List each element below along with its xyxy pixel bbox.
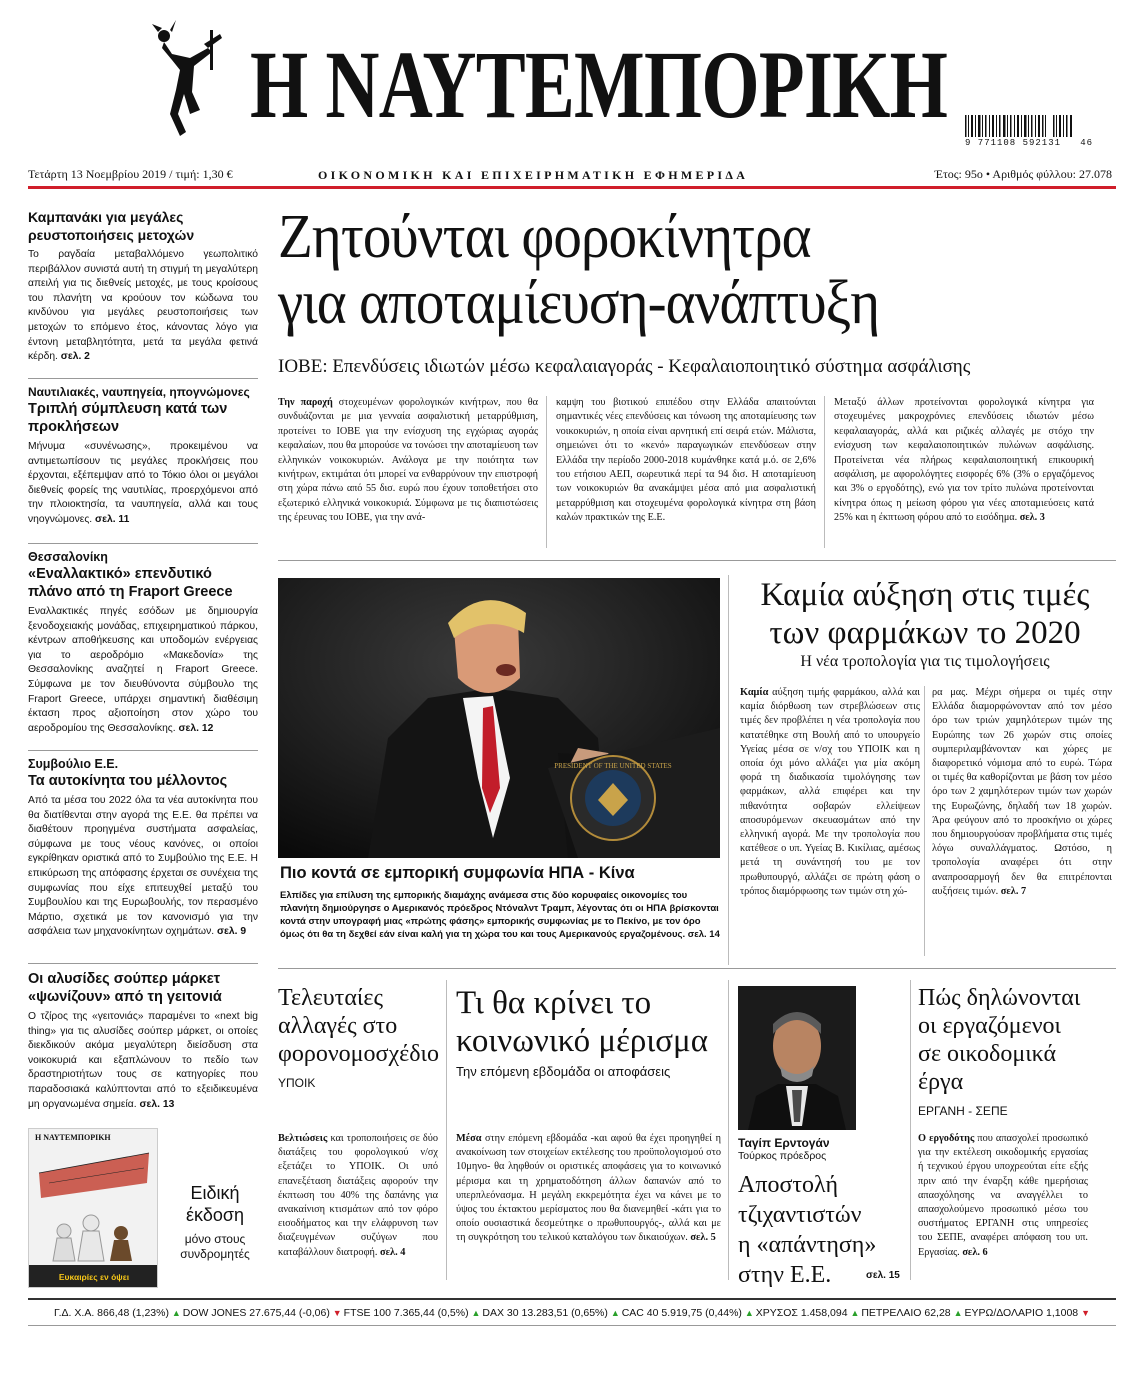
left-story-kicker: Συμβούλιο Ε.Ε. [28, 757, 119, 771]
market-ticker [28, 1298, 1116, 1326]
dateline: Τετάρτη 13 Νοεμβρίου 2019 / τιμή: 1,30 € [28, 167, 233, 181]
photo-story-headline[interactable]: Πιο κοντά σε εμπορική συμφωνία ΗΠΑ - Κίνα [280, 864, 635, 882]
lead-headline[interactable]: Ζητούνται φοροκίνητρα για αποταμίευση-ανάπτυξη [278, 203, 880, 337]
masthead-title: Η ΝΑΥΤΕΜΠΟΡΙΚΗ [250, 31, 948, 138]
bottom-story-headline: Τι θα κρίνει το κοινωνικό μέρισμα [456, 985, 709, 1059]
bottom-story-tax-bill[interactable] [278, 984, 438, 1090]
lead-text-col-1: Την παροχή στοχευμένων φορολογικών κινήτρων, που θα συνδυάζονται με μια γενναία ασφαλιστική μεταρρύθμιση, προτείνει το ΙΟΒΕ για την ενίσχυση της εγχώριας αγοράς κεφαλαίων, που θα μπορούσε να τονώσει την αποταμίευση των ελληνικών νοικοκυριών. Ανάλογα με την ποιότητα των κινήτρων, εκτιμάται ότι μπορεί να ενθαρρύνουν την επιστροφή στη χώρα πάνω από 55 δισ. ευρώ που έχουν τοποθετήσει στο εξωτερικό ελληνικά νοικοκυριά. Σύμφωνα με τις διαπιστώσεις της έρευνας του ΙΟΒΕ, για την ανά- [278, 397, 538, 524]
bottom-story-construction-workers[interactable] [918, 984, 1088, 1118]
seal-text: PRESIDENT OF THE UNITED STATES [554, 762, 672, 770]
left-story-5[interactable] [28, 970, 258, 1112]
arrow-down-icon: ▼ [1081, 1307, 1090, 1318]
erdogan-caption [738, 1136, 856, 1162]
divider [28, 378, 258, 379]
column-rule [446, 980, 447, 1280]
left-story-headline: Τα αυτοκίνητα του μέλλοντος [28, 773, 228, 789]
photo-story-text: Ελπίδες για επίλυση της εμπορικής διαμάχης ανάμεσα στις δύο κορυφαίες οικονομίες του πλανήτη δημιούργησε ο Αμερικανός πρόεδρος Ντόναλντ Τραμπ, λέγοντας ότι οι ΗΠΑ βρίσκονται κοντά στην υπογραφή μιας «πρώτης φάσης» εμπορικής συμφωνίας με το Πεκίνο, με τον όρο όμως ότι θα τη δεχθεί εάν είναι καλή για τη χώρα του και τους Αμερικανούς εργαζομένους. σελ. 14 [280, 890, 720, 940]
arrow-up-icon: ▲ [171, 1307, 181, 1318]
ticker-item: Γ.Δ. Χ.Α. 866,48 (1,23%) ▲ [54, 1306, 181, 1319]
ticker-item: FTSE 100 7.365,44 (0,5%) ▲ [343, 1306, 481, 1319]
arrow-down-icon: ▼ [332, 1307, 342, 1318]
promo-text: μόνο στους συνδρομητές [180, 1232, 250, 1261]
lead-text-col-3: Μεταξύ άλλων προτείνονται φορολογικά κίνητρα για στοχευμένες μακροχρόνιες επενδύσεις ιδιωτών μέσω κεφαλαιαγοράς, αλλά και ριζικές αλλαγές με στόχο την ενίσχυση των κεφαλαιοποιητικών πυλώνων ασφάλισης. Προτείνεται νέα πλήρως κεφαλαιοποιητική επικουρική ασφάλιση, με αφορολόγητες εισφορές 6% (3% ο εργαζόμενος και 3% ο εργοδότης), ενώ για τον τρίτο πυλώνα προτείνονται κίνητρα όπως η μείωση φόρου για νέες αποταμιεύσεις κατά 25% και η έκπτωση φόρου από το εισόδημα. σελ. 3 [834, 397, 1094, 524]
trump-podium-photo [278, 578, 720, 858]
hermes-logo-icon [150, 14, 230, 154]
barcode-number: 9 771108 592131 46 [965, 138, 1094, 148]
bottom-story-text: Ο εργοδότης που απασχολεί προσωπικό για την εκτέλεση οικοδομικής εργασίας ή τεχνικού έργου υποχρεούται είτε εξής πριν από την έναρξη κάθε ημερήσιας απασχόλησης να αναγγέλλει το απασχολούμενο προσωπικό μέσω του συστήματος ΕΡΓΑΝΗ στις υπηρεσίες του ΣΕΠΕ, αναφέρει απόφαση του υπ. Εργασίας. σελ. 6 [918, 1133, 1088, 1258]
bottom-story-text: Μέσα στην επόμενη εβδομάδα -και αφού θα έχει προηγηθεί η ανακοίνωση των στοιχείων εκτέλεσης του προϋπολογισμού στο 10μηνο- θα ληφθούν οι οριστικές αποφάσεις για το κοινωνικό μέρισμα και τη χρηματοδότηση άλλων δαπανών από το υπερπλεόνασμα. Η μεγάλη εκκρεμότητα έχει να κάνει με το ύψος του έκτακτου μερίσματος που θα διανεμηθεί -κάτι για το οποίο ουσιαστικά δεσμεύτηκε ο πρωθυπουργός-, αλλά και με τη συγκρότηση του τελικού καταλόγου των δικαιούχων. σελ. 5 [456, 1133, 721, 1244]
lead-text-col-2: καμψη του βιοτικού επιπέδου στην Ελλάδα απαιτούνται σημαντικές νέες επενδύσεις και τόνωση της αποταμίευσης των νοικοκυριών, η οποία είναι αρνητική επί σειρά ετών. Μάλιστα, σημειώνει ότι το «κενό» παραγωγικών επενδύσεων στην Ελλάδα την περίοδο 2000-2018 κυμάνθηκε κατά μ.ό. σε 2,6% του ετήσιου ΑΕΠ, σωρευτικά περί τα 94 δισ. Η αποταμίευση των νοικοκυριών θα ανακάμψει μέσα από μια ασφαλιστική μεταρρύθμιση και στοχευμένα φορολογικά κίνητρα στη βάση καλών πρακτικών της Ε.Ε. [556, 397, 816, 524]
left-story-1[interactable] [28, 208, 258, 365]
left-story-text: Ο τζίρος της «γειτονιάς» παραμένει το «next big thing» για τις αλυσίδες σούπερ μάρκετ, οι οποίες διεκδικούν ακόμα μεγαλύτερη διείσδυση στα νοικοκυριά και εξαπλώνουν το πεδίο των δραστηριοτήτων τους σε κατηγορίες που παραδοσιακά καλύπτονται από το εξειδικευμένα μη οργανωμένα σημεία. σελ. 13 [28, 1011, 258, 1110]
bottom-story-kicker: ΥΠΟΙΚ [278, 1076, 316, 1090]
special-edition-promo[interactable] [170, 1182, 260, 1262]
bottom-story-kicker: ΕΡΓΑΝΗ - ΣΕΠΕ [918, 1104, 1008, 1118]
bottom-story-headline: Πώς δηλώνονται οι εργαζόμενοι σε οικοδομικά έργα [918, 985, 1081, 1095]
page-ref: σελ. 15 [866, 1270, 900, 1281]
arrow-up-icon: ▲ [471, 1307, 481, 1318]
person-role: Τούρκος πρόεδρος [738, 1150, 827, 1162]
column-rule [546, 396, 547, 548]
column-rule [728, 980, 729, 1280]
issue-number: Έτος: 95ο • Αριθμός φύλλου: 27.078 [934, 167, 1112, 181]
arrow-up-icon: ▲ [850, 1307, 860, 1318]
pharma-text-col-1: Καμία αύξηση τιμής φαρμάκου, αλλά και καμία διόρθωση των στρεβλώσεων στις τιμές δεν προβλέπει η νέα τροπολογία που κατατέθηκε στη Βουλή από το υπουργείο Υγείας μέσα σε ν/σχ του ΥΠΟΙΚ και η οποία όχι μόνο αλλάζει για μία ακόμη φορά τη διαδικασία τιμολόγησης των φαρμάκων, αλλά επιφέρει και την πιθανότητα σοβαρών ελλείψεων αποσυρόμενων σκευασμάτων από την ελληνική αγορά. Με την τροπολογία που κατέθεσε ο υπ. Υγείας Β. Κικίλιας, αμέσως μετά τη συνάντησή του με τον πρωθυπουργό, αλλάζει σε πρώτη φάση ο τρόπος διαμόρφωσης των τιμών στη χώ- [740, 687, 920, 897]
person-name: Ταγίπ Ερντογάν [738, 1136, 830, 1150]
left-story-headline: Καμπανάκι για μεγάλες ρευστοποιήσεις μετοχών [28, 209, 195, 243]
divider [278, 560, 1116, 561]
bottom-story-headline: Τελευταίες αλλαγές στο φορονομοσχέδιο [278, 985, 439, 1067]
column-rule [824, 396, 825, 548]
left-story-text: Από τα μέσα του 2022 όλα τα νέα αυτοκίνητα που θα διατίθενται στην αγορά της Ε.Ε. θα πρέπει να διαθέτουν προηγμένα συστήματα ασφαλείας, σύμφωνα με τους νέους κανόνες, οι οποίοι εγκρίθηκαν οριστικά από το Συμβούλιο της Ε.Ε. Η επικύρωση της απόφασης έρχεται σε συνέχεια της συμφωνίας που είχε επιτευχθεί μεταξύ του Συμβουλίου και της Ευρωβουλής, τον περασμένο Μάρτιο, σχετικά με τον κανονισμό για την ασφάλεια των μηχανοκίνητων οχημάτων. σελ. 9 [28, 795, 258, 938]
masthead-rule [28, 186, 1116, 189]
ticker-item: ΠΕΤΡΕΛΑΙΟ 62,28 ▲ [861, 1306, 963, 1319]
mini-caption: Ευκαιρίες εν όψει [58, 1272, 130, 1282]
trump-photo[interactable] [278, 578, 720, 858]
left-story-text: Το ραγδαία μεταβαλλόμενο γεωπολιτικό περιβάλλον συνιστά αυτή τη στιγμή τη μεγαλύτερη απειλή για τις διεθνείς μετοχές, με τους κροίσους του πλανήτη να κρούουν τον κώδωνα του κινδύνου για μεγάλες ρευστοποιήσεις των μετοχών το επόμενο έτος, κάνοντας λόγο για έντονη μεταβλητότητα, μετά τα μεγάλα φετινά κέρδη. σελ. 2 [28, 249, 258, 363]
bottom-story-kicker: Την επόμενη εβδομάδα οι αποφάσεις [456, 1064, 671, 1079]
promo-title: Ειδική έκδοση [186, 1183, 244, 1225]
erdogan-photo[interactable] [738, 986, 856, 1130]
arrow-up-icon: ▲ [610, 1307, 620, 1318]
ticker-item: DAX 30 13.283,51 (0,65%) ▲ [482, 1306, 620, 1319]
left-story-headline: Οι αλυσίδες σούπερ μάρκετ «ψωνίζουν» από τη γειτονιά [28, 971, 222, 1005]
bottom-story-social-dividend[interactable] [456, 984, 721, 1079]
mini-masthead: Η ΝΑΥΤΕΜΠΟΡΙΚΗ [35, 1133, 111, 1142]
left-story-text: Μήνυμα «συνένωσης», προκειμένου να αντιμετωπίσουν τις μεγάλες προκλήσεις που έρχονται, εξέπεμψαν από το Τόκιο όλοι οι μεγάλοι διεθνείς φορείς της ναυτιλίας, προερχόμενοι από την πλοιοκτησία, τα ναυπηγεία, αλλά και τους νηογνώμονες. σελ. 11 [28, 441, 258, 525]
pharma-headline[interactable]: Καμία αύξηση στις τιμές των φαρμάκων το 2020 [760, 577, 1090, 651]
erdogan-portrait [738, 986, 856, 1130]
bottom-story-text: Βελτιώσεις και τροποποιήσεις σε δύο διατάξεις του φορολογικού ν/σχ εξετάζει το ΥΠΟΙΚ. Οι υπό επανεξέταση διατάξεις αφορούν την έκπτωση του 40% της δαπάνης για ανακαίνιση κτισμάτων από τον φόρο εισοδήματος και την ελάφρυνση των διαζευγμένων συζύγων που καταβάλλουν διατροφή. σελ. 4 [278, 1133, 438, 1258]
left-story-kicker: Ναυτιλιακές, ναυπηγεία, ηπογνώμονες [28, 385, 250, 399]
chess-pieces-icon [29, 1143, 158, 1288]
ticker-item: ΕΥΡΩ/ΔΟΛΑΡΙΟ 1,1008 ▼ [964, 1306, 1090, 1319]
ticker-item: DOW JONES 27.675,44 (-0,06) ▼ [182, 1306, 342, 1319]
left-story-headline: Τριπλή σύμπλευση κατά των προκλήσεων [28, 401, 228, 435]
arrow-up-icon: ▲ [953, 1307, 963, 1318]
lead-subheadline: ΙΟΒΕ: Επενδύσεις ιδιωτών μέσω κεφαλαιαγοράς - Κεφαλαιοποιητικό σύστημα ασφάλισης [278, 356, 971, 377]
divider [278, 968, 1116, 969]
bottom-story-headline: Αποστολή τζιχαντιστών η «απάντηση» στην Ε.Ε. [738, 1172, 877, 1288]
divider [28, 543, 258, 544]
column-rule [728, 575, 729, 965]
left-story-kicker: Θεσσαλονίκη [28, 550, 108, 564]
arrow-up-icon: ▲ [744, 1307, 754, 1318]
divider [28, 750, 258, 751]
left-story-3[interactable] [28, 549, 258, 736]
left-story-2[interactable] [28, 384, 258, 528]
bottom-story-jihadists[interactable] [738, 1170, 878, 1290]
divider [28, 963, 258, 964]
left-story-4[interactable] [28, 756, 258, 940]
pharma-subheadline: Η νέα τροπολογία για τις τιμολογήσεις [800, 653, 1050, 670]
column-rule [924, 686, 925, 956]
ticker-item: ΧΡΥΣΟΣ 1.458,094 ▲ [755, 1306, 860, 1319]
left-story-text: Εναλλακτικές πηγές εσόδων με δημιουργία ξενοδοχειακής μονάδας, επιχειρηματικού πάρκου, κέντρων αποθήκευσης και υποδομών ενέργειας για το αεροδρόμιο «Μακεδονία» της Θεσσαλονίκης αναζητεί η Fraport Greece. Σύμφωνα με τον διευθύνοντα σύμβουλο της Fraport Greece, υπάρχει σημαντική διαθέσιμη έκταση προς αξιοποίηση στον χώρο του αεροδρομίου της Θεσσαλονίκης. σελ. 12 [28, 606, 258, 734]
left-story-headline: «Εναλλακτικό» επενδυτικό πλάνο από τη Fraport Greece [28, 566, 233, 600]
masthead-subtitle: ΟΙΚΟΝΟΜΙΚΗ ΚΑΙ ΕΠΙΧΕΙΡΗΜΑΤΙΚΗ ΕΦΗΜΕΡΙΔΑ [318, 168, 749, 182]
pharma-text-col-2: ρα μας. Μέχρι σήμερα οι τιμές στην Ελλάδα διαμορφώνονταν από τον μέσο όρο των τριών χαμηλότερων τιμών της Ευρώπης των 26 χωρών στις οποίες συμπεριλαμβάνονταν και χώρες με διαφορετικό νόμισμα από το ευρώ. Τώρα οι τιμές θα καθορίζονται με βάση τον μέσο όρο των 2 χαμηλότερων τιμών των χωρών της Ευρωζώνης, δηλαδή των 18 χωρών. Άρα φεύγουν από το προσκήνιο οι χώρες που δημιουργούσαν προβλήματα στις τιμές λόγω συναλλάγματος. Ωστόσο, η τροπολογία αναφέρει ότι στην αναπροσαρμογή δεν θα επιτρέπονται αυξήσεις τιμών. σελ. 7 [932, 687, 1112, 897]
special-edition-cover[interactable] [28, 1128, 158, 1288]
column-rule [910, 980, 911, 1280]
ticker-item: CAC 40 5.919,75 (0,44%) ▲ [621, 1306, 754, 1319]
